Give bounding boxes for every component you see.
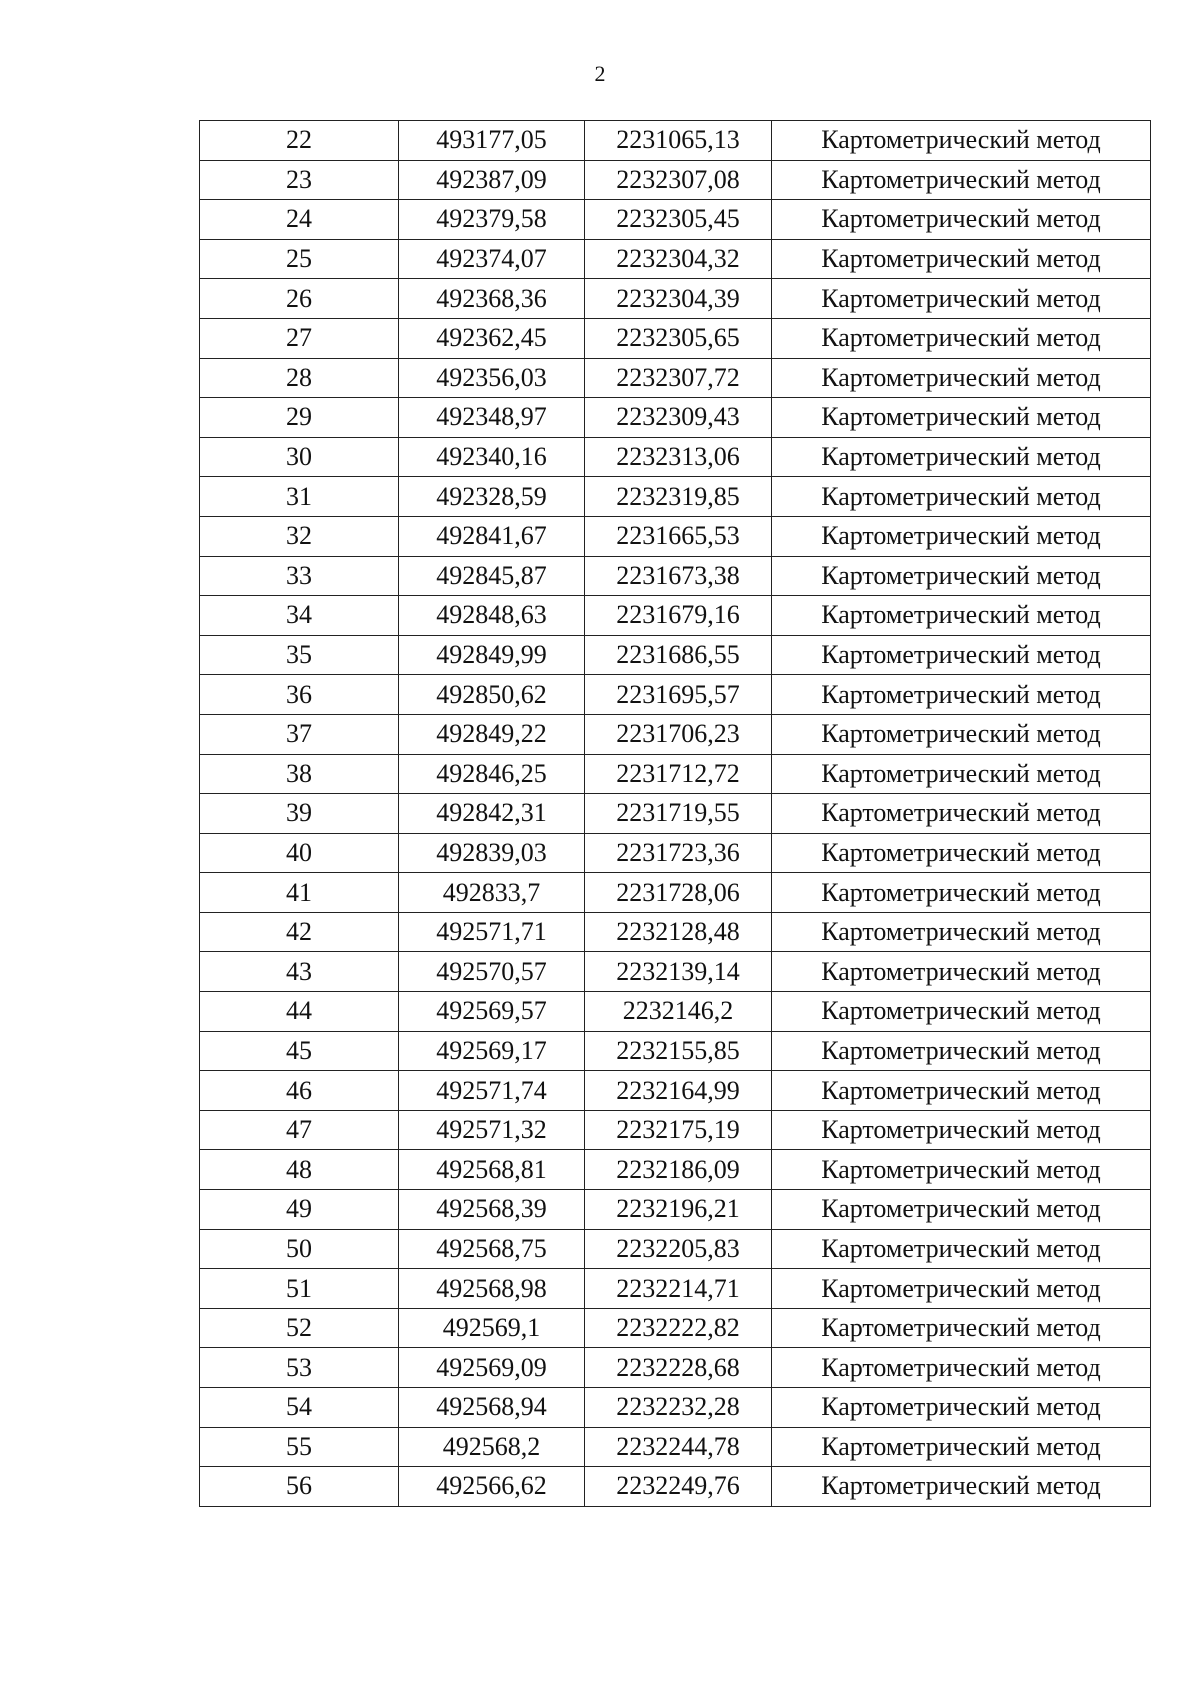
point-number-cell: 29 [200, 398, 399, 438]
y-coordinate-cell: 2231712,72 [585, 754, 772, 794]
x-coordinate-cell: 492833,7 [399, 873, 585, 913]
x-coordinate-cell: 492850,62 [399, 675, 585, 715]
y-coordinate-cell: 2232307,72 [585, 358, 772, 398]
y-coordinate-cell: 2232155,85 [585, 1031, 772, 1071]
y-coordinate-cell: 2231686,55 [585, 635, 772, 675]
table-row [200, 1308, 1151, 1348]
method-cell: Картометрический метод [772, 833, 1151, 873]
x-coordinate-cell: 492568,98 [399, 1269, 585, 1309]
x-coordinate-cell: 492842,31 [399, 794, 585, 834]
x-coordinate-cell: 492849,99 [399, 635, 585, 675]
table-row [200, 279, 1151, 319]
point-number-cell: 48 [200, 1150, 399, 1190]
method-cell: Картометрический метод [772, 398, 1151, 438]
method-cell: Картометрический метод [772, 1348, 1151, 1388]
point-number-cell: 50 [200, 1229, 399, 1269]
table-row [200, 1269, 1151, 1309]
point-number-cell: 28 [200, 358, 399, 398]
table-row [200, 952, 1151, 992]
y-coordinate-cell: 2232304,32 [585, 239, 772, 279]
x-coordinate-cell: 492387,09 [399, 160, 585, 200]
point-number-cell: 52 [200, 1308, 399, 1348]
point-number-cell: 43 [200, 952, 399, 992]
point-number-cell: 46 [200, 1071, 399, 1111]
y-coordinate-cell: 2232164,99 [585, 1071, 772, 1111]
x-coordinate-cell: 492340,16 [399, 437, 585, 477]
point-number-cell: 27 [200, 318, 399, 358]
table-row [200, 754, 1151, 794]
table-row [200, 1071, 1151, 1111]
point-number-cell: 26 [200, 279, 399, 319]
x-coordinate-cell: 492348,97 [399, 398, 585, 438]
table-row [200, 1427, 1151, 1467]
y-coordinate-cell: 2232186,09 [585, 1150, 772, 1190]
x-coordinate-cell: 492849,22 [399, 714, 585, 754]
y-coordinate-cell: 2232304,39 [585, 279, 772, 319]
point-number-cell: 25 [200, 239, 399, 279]
y-coordinate-cell: 2231728,06 [585, 873, 772, 913]
method-cell: Картометрический метод [772, 437, 1151, 477]
method-cell: Картометрический метод [772, 121, 1151, 161]
point-number-cell: 47 [200, 1110, 399, 1150]
y-coordinate-cell: 2232249,76 [585, 1467, 772, 1507]
x-coordinate-cell: 492568,39 [399, 1190, 585, 1230]
method-cell: Картометрический метод [772, 596, 1151, 636]
y-coordinate-cell: 2232222,82 [585, 1308, 772, 1348]
coordinates-table-body [200, 121, 1151, 1507]
table-row [200, 437, 1151, 477]
x-coordinate-cell: 492568,81 [399, 1150, 585, 1190]
y-coordinate-cell: 2231695,57 [585, 675, 772, 715]
page-number: 2 [594, 61, 606, 86]
y-coordinate-cell: 2231665,53 [585, 516, 772, 556]
x-coordinate-cell: 492568,75 [399, 1229, 585, 1269]
x-coordinate-cell: 492839,03 [399, 833, 585, 873]
method-cell: Картометрический метод [772, 279, 1151, 319]
x-coordinate-cell: 492848,63 [399, 596, 585, 636]
x-coordinate-cell: 492571,32 [399, 1110, 585, 1150]
point-number-cell: 38 [200, 754, 399, 794]
point-number-cell: 56 [200, 1467, 399, 1507]
method-cell: Картометрический метод [772, 1071, 1151, 1111]
table-row [200, 1467, 1151, 1507]
x-coordinate-cell: 492571,71 [399, 912, 585, 952]
method-cell: Картометрический метод [772, 1308, 1151, 1348]
method-cell: Картометрический метод [772, 1110, 1151, 1150]
y-coordinate-cell: 2231679,16 [585, 596, 772, 636]
table-row [200, 516, 1151, 556]
table-row [200, 635, 1151, 675]
y-coordinate-cell: 2232232,28 [585, 1388, 772, 1428]
x-coordinate-cell: 492569,57 [399, 992, 585, 1032]
table-row [200, 1150, 1151, 1190]
method-cell: Картометрический метод [772, 1031, 1151, 1071]
y-coordinate-cell: 2232214,71 [585, 1269, 772, 1309]
x-coordinate-cell: 492368,36 [399, 279, 585, 319]
y-coordinate-cell: 2232244,78 [585, 1427, 772, 1467]
x-coordinate-cell: 492568,94 [399, 1388, 585, 1428]
point-number-cell: 51 [200, 1269, 399, 1309]
y-coordinate-cell: 2232175,19 [585, 1110, 772, 1150]
point-number-cell: 33 [200, 556, 399, 596]
point-number-cell: 23 [200, 160, 399, 200]
point-number-cell: 22 [200, 121, 399, 161]
point-number-cell: 40 [200, 833, 399, 873]
point-number-cell: 35 [200, 635, 399, 675]
point-number-cell: 54 [200, 1388, 399, 1428]
x-coordinate-cell: 492566,62 [399, 1467, 585, 1507]
x-coordinate-cell: 492379,58 [399, 200, 585, 240]
method-cell: Картометрический метод [772, 1427, 1151, 1467]
method-cell: Картометрический метод [772, 1388, 1151, 1428]
y-coordinate-cell: 2232319,85 [585, 477, 772, 517]
point-number-cell: 44 [200, 992, 399, 1032]
table-row [200, 1388, 1151, 1428]
table-row [200, 912, 1151, 952]
y-coordinate-cell: 2231719,55 [585, 794, 772, 834]
x-coordinate-cell: 492846,25 [399, 754, 585, 794]
table-row [200, 556, 1151, 596]
method-cell: Картометрический метод [772, 239, 1151, 279]
y-coordinate-cell: 2232146,2 [585, 992, 772, 1032]
method-cell: Картометрический метод [772, 714, 1151, 754]
x-coordinate-cell: 492362,45 [399, 318, 585, 358]
method-cell: Картометрический метод [772, 477, 1151, 517]
point-number-cell: 30 [200, 437, 399, 477]
y-coordinate-cell: 2231065,13 [585, 121, 772, 161]
point-number-cell: 41 [200, 873, 399, 913]
point-number-cell: 45 [200, 1031, 399, 1071]
table-row [200, 873, 1151, 913]
point-number-cell: 31 [200, 477, 399, 517]
method-cell: Картометрический метод [772, 1150, 1151, 1190]
table-row [200, 596, 1151, 636]
method-cell: Картометрический метод [772, 873, 1151, 913]
y-coordinate-cell: 2232139,14 [585, 952, 772, 992]
table-row [200, 794, 1151, 834]
x-coordinate-cell: 492841,67 [399, 516, 585, 556]
point-number-cell: 36 [200, 675, 399, 715]
table-row [200, 160, 1151, 200]
y-coordinate-cell: 2231706,23 [585, 714, 772, 754]
table-row [200, 992, 1151, 1032]
method-cell: Картометрический метод [772, 200, 1151, 240]
x-coordinate-cell: 492569,09 [399, 1348, 585, 1388]
method-cell: Картометрический метод [772, 556, 1151, 596]
method-cell: Картометрический метод [772, 160, 1151, 200]
point-number-cell: 53 [200, 1348, 399, 1388]
y-coordinate-cell: 2232305,45 [585, 200, 772, 240]
x-coordinate-cell: 492571,74 [399, 1071, 585, 1111]
x-coordinate-cell: 492845,87 [399, 556, 585, 596]
method-cell: Картометрический метод [772, 912, 1151, 952]
y-coordinate-cell: 2231723,36 [585, 833, 772, 873]
point-number-cell: 24 [200, 200, 399, 240]
table-row [200, 1031, 1151, 1071]
point-number-cell: 32 [200, 516, 399, 556]
table-row [200, 714, 1151, 754]
method-cell: Картометрический метод [772, 754, 1151, 794]
x-coordinate-cell: 492374,07 [399, 239, 585, 279]
table-row [200, 239, 1151, 279]
y-coordinate-cell: 2232309,43 [585, 398, 772, 438]
x-coordinate-cell: 492568,2 [399, 1427, 585, 1467]
table-row [200, 1190, 1151, 1230]
x-coordinate-cell: 492570,57 [399, 952, 585, 992]
y-coordinate-cell: 2232196,21 [585, 1190, 772, 1230]
table-row [200, 1110, 1151, 1150]
x-coordinate-cell: 492569,1 [399, 1308, 585, 1348]
method-cell: Картометрический метод [772, 794, 1151, 834]
method-cell: Картометрический метод [772, 1229, 1151, 1269]
point-number-cell: 55 [200, 1427, 399, 1467]
y-coordinate-cell: 2232305,65 [585, 318, 772, 358]
method-cell: Картометрический метод [772, 1269, 1151, 1309]
coordinates-table [199, 120, 1151, 1507]
method-cell: Картометрический метод [772, 516, 1151, 556]
table-row [200, 1348, 1151, 1388]
table-row [200, 398, 1151, 438]
y-coordinate-cell: 2232205,83 [585, 1229, 772, 1269]
table-row [200, 477, 1151, 517]
table-row [200, 675, 1151, 715]
y-coordinate-cell: 2232128,48 [585, 912, 772, 952]
point-number-cell: 42 [200, 912, 399, 952]
x-coordinate-cell: 492356,03 [399, 358, 585, 398]
y-coordinate-cell: 2231673,38 [585, 556, 772, 596]
table-row [200, 1229, 1151, 1269]
method-cell: Картометрический метод [772, 358, 1151, 398]
method-cell: Картометрический метод [772, 635, 1151, 675]
method-cell: Картометрический метод [772, 992, 1151, 1032]
method-cell: Картометрический метод [772, 318, 1151, 358]
x-coordinate-cell: 493177,05 [399, 121, 585, 161]
x-coordinate-cell: 492569,17 [399, 1031, 585, 1071]
y-coordinate-cell: 2232228,68 [585, 1348, 772, 1388]
point-number-cell: 49 [200, 1190, 399, 1230]
table-row [200, 121, 1151, 161]
table-row [200, 833, 1151, 873]
y-coordinate-cell: 2232313,06 [585, 437, 772, 477]
point-number-cell: 37 [200, 714, 399, 754]
x-coordinate-cell: 492328,59 [399, 477, 585, 517]
table-row [200, 318, 1151, 358]
table-row [200, 358, 1151, 398]
method-cell: Картометрический метод [772, 675, 1151, 715]
table-row [200, 200, 1151, 240]
method-cell: Картометрический метод [772, 952, 1151, 992]
point-number-cell: 39 [200, 794, 399, 834]
point-number-cell: 34 [200, 596, 399, 636]
method-cell: Картометрический метод [772, 1190, 1151, 1230]
method-cell: Картометрический метод [772, 1467, 1151, 1507]
y-coordinate-cell: 2232307,08 [585, 160, 772, 200]
